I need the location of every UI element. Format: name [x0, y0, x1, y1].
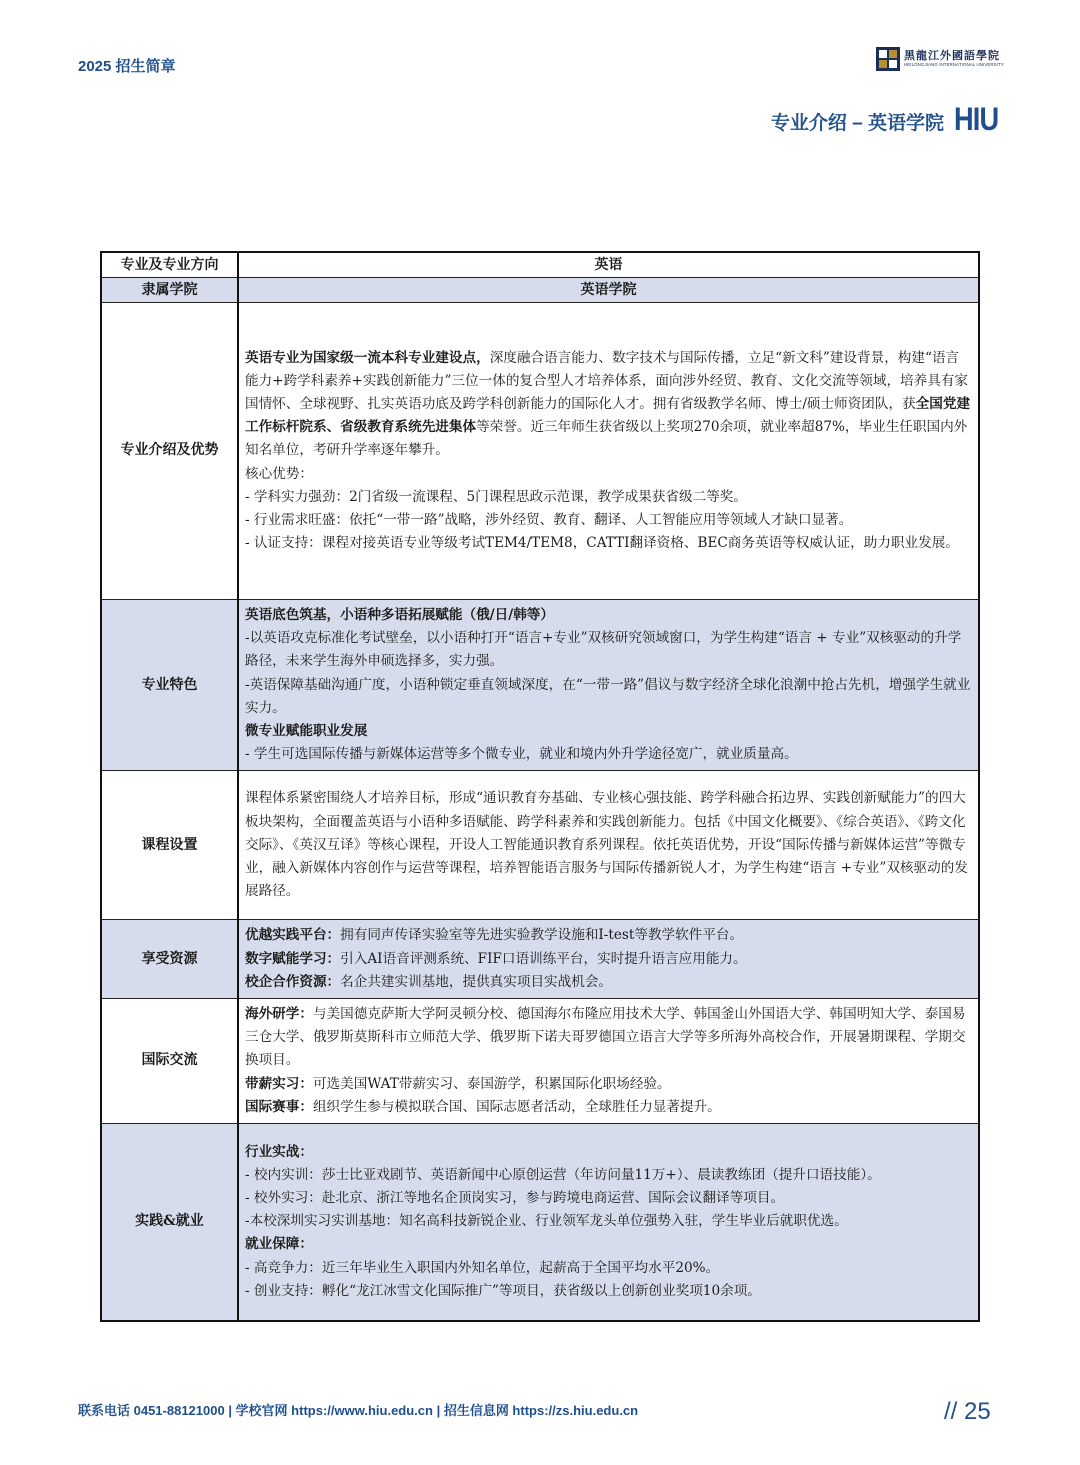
- practice-row: [101, 1124, 979, 1321]
- intro-bold-lead: 英语专业为国家级一流本科专业建设点，: [245, 349, 490, 366]
- courses-row: [101, 771, 979, 920]
- core-item: - 认证支持：课程对接英语专业等级考试TEM4/TEM8，CATTI翻译资格、BEC商务英语等权威认证，助力职业发展。: [245, 535, 959, 552]
- features-line: -英语保障基础沟通广度，小语种锁定垂直领域深度，在“一带一路”倡议与数字经济全球化浪潮中抢占先机，增强学生就业实力。: [245, 676, 971, 716]
- resource-item-text: 拥有同声传译实验室等先进实验教学设施和I-test等教学软件平台。: [340, 927, 744, 944]
- practice-line: -本校深圳实习实训基地：知名高科技新锐企业、行业领军龙头单位强势入驻，学生毕业后就职优选。: [245, 1213, 848, 1230]
- college-row: [101, 278, 979, 303]
- resource-item: [245, 924, 972, 947]
- practice-line: - 校内实训：莎士比亚戏剧节、英语新闻中心原创运营（年访问量11万+）、晨读教练团（提升口语技能）。: [245, 1166, 881, 1183]
- exchange-item-title: 带薪实习：: [245, 1075, 313, 1092]
- core-title: 核心优势：: [245, 465, 313, 482]
- university-emblem-icon: [876, 47, 900, 71]
- resource-item: [245, 948, 972, 971]
- intro-text: 深度融合语言能力、数字技术与国际传播，立足“新文科”建设背景，构建“语言能力+跨学科素养+实践创新能力”三位一体的复合型人才培养体系，面向涉外经贸、教育、文化交流等领域，培养具有家国情怀、全球视野、扎实英语功底及跨学科创新能力的国际化人才。拥有省级教学名师、博士/硕士师资团队，获: [245, 349, 969, 412]
- features-content: [238, 600, 979, 771]
- exchange-item-text: 组织学生参与模拟联合国、国际志愿者活动，全球胜任力显著提升。: [312, 1098, 721, 1115]
- features-row: [101, 600, 979, 771]
- intro-label: 专业介绍及优势: [101, 303, 238, 600]
- college-value: 英语学院: [238, 278, 979, 303]
- features-line: - 学生可选国际传播与新媒体运营等多个微专业，就业和境内外升学途径宽广，就业质量高。: [245, 746, 798, 763]
- core-item: - 行业需求旺盛：依托“一带一路”战略，涉外经贸、教育、翻译、人工智能应用等领域人才缺口显著。: [245, 512, 853, 528]
- resources-content: [238, 920, 979, 999]
- practice-heading: 就业保障：: [245, 1236, 313, 1253]
- exchange-item: [245, 1096, 972, 1119]
- features-label: 专业特色: [101, 600, 238, 771]
- college-label: 隶属学院: [101, 278, 238, 303]
- courses-content: 课程体系紧密围绕人才培养目标，形成“通识教育夯基础、专业核心强技能、跨学科融合拓边界、实践创新赋能力”的四大板块架构，全面覆盖英语与小语种多语赋能、跨学科素养和实践创新能力。包括《中国文化概要》、《综合英语》、《跨文化交际》、《英汉互译》等核心课程，开设人工智能通识教育系列课程。依托英语优势，开设“国际传播与新媒体运营”等微专业，融入新媒体内容创作与运营等课程，培养智能语言服务与国际传播新锐人才，为学生构建“语言 +专业”双核驱动的发展路径。: [238, 771, 979, 920]
- intro-text-end: 等荣誉。近三年师生获省级以上奖项270余项，就业率超87%，毕业生任职国内外知名单位，考研升学率逐年攀升。: [245, 419, 968, 459]
- practice-content: [238, 1124, 979, 1321]
- resource-item: [245, 971, 972, 994]
- courses-label: 课程设置: [101, 771, 238, 920]
- resource-item-title: 数字赋能学习：: [245, 950, 341, 967]
- features-heading: 微专业赋能职业发展: [245, 723, 368, 740]
- table-header-row: [101, 252, 979, 278]
- logo-chinese-name: 黑龍江外國語學院: [904, 49, 1000, 63]
- exchange-row: [101, 999, 979, 1124]
- exchange-item-title: 国际赛事：: [245, 1098, 313, 1115]
- exchange-item-text: 与美国德克萨斯大学阿灵顿分校、德国海尔布隆应用技术大学、韩国釜山外国语大学、韩国明知大学、泰国易三仓大学、俄罗斯莫斯科市立师范大学、俄罗斯下诺夫哥罗德国立语言大学等多所海外高校合作，开展暑期课程、学期交换项目。: [245, 1006, 966, 1069]
- core-item: - 学科实力强劲：2门省级一流课程、5门课程思政示范课，教学成果获省级二等奖。: [245, 488, 747, 505]
- section-title: 专业介绍 – 英语学院: [770, 113, 944, 134]
- exchange-item-text: 可选美国WAT带薪实习、泰国游学，积累国际化职场经验。: [312, 1075, 671, 1092]
- exchange-content: [238, 999, 979, 1124]
- resource-item-text: 引入AI语音评测系统、FIF口语训练平台，实时提升语言应用能力。: [340, 950, 747, 967]
- practice-line: - 校外实习：赴北京、浙江等地名企顶岗实习，参与跨境电商运营、国际会议翻译等项目。: [245, 1189, 785, 1206]
- exchange-item: [245, 1003, 972, 1073]
- practice-line: - 高竞争力：近三年毕业生入职国内外知名单位，起薪高于全国平均水平20%。: [245, 1259, 720, 1276]
- exchange-item: [245, 1073, 972, 1096]
- features-line: -以英语攻克标准化考试壁垒，以小语种打开“语言+专业”双核研究领域窗口，为学生构建“语言 + 专业”双核驱动的升学路径，未来学生海外申硕选择多，实力强。: [245, 630, 962, 670]
- university-logo: [876, 46, 1004, 72]
- resource-item-title: 优越实践平台：: [245, 927, 341, 944]
- resources-row: [101, 920, 979, 999]
- resource-item-text: 名企共建实训基地，提供真实项目实战机会。: [340, 973, 613, 990]
- brochure-title: 2025 招生简章: [78, 58, 176, 75]
- intro-row: [101, 303, 979, 600]
- exchange-label: 国际交流: [101, 999, 238, 1124]
- page-number-value: 25: [964, 1398, 991, 1425]
- header-value: 英语: [238, 252, 979, 278]
- intro-content: [238, 303, 979, 600]
- program-table: [100, 251, 980, 1322]
- intro-bold-honors: 全国党建工作标杆院系、省级教育系统先进集体: [245, 395, 971, 436]
- practice-label: 实践&就业: [101, 1124, 238, 1321]
- resource-item-title: 校企合作资源：: [245, 973, 341, 990]
- intro-paragraph: [245, 347, 972, 463]
- footer-contact: 联系电话 0451-88121000 | 学校官网 https://www.hiu.edu.cn | 招生信息网 https://zs.hiu.edu.cn: [78, 1403, 639, 1418]
- practice-heading: 行业实战：: [245, 1143, 313, 1160]
- resources-label: 享受资源: [101, 920, 238, 999]
- header-label: 专业及专业方向: [101, 252, 238, 278]
- page-number: [944, 1398, 991, 1426]
- practice-line: - 创业支持：孵化“龙江冰雪文化国际推广”等项目，获省级以上创新创业奖项10余项。: [245, 1282, 761, 1299]
- logo-english-name: HEILONGJIANG INTERNATIONAL UNIVERSITY: [904, 62, 1004, 68]
- hiu-mark: HIU: [954, 101, 999, 137]
- exchange-item-title: 海外研学：: [245, 1006, 313, 1023]
- features-heading: 英语底色筑基，小语种多语拓展赋能（俄/日/韩等）: [245, 607, 554, 623]
- page-mark: //: [944, 1398, 958, 1425]
